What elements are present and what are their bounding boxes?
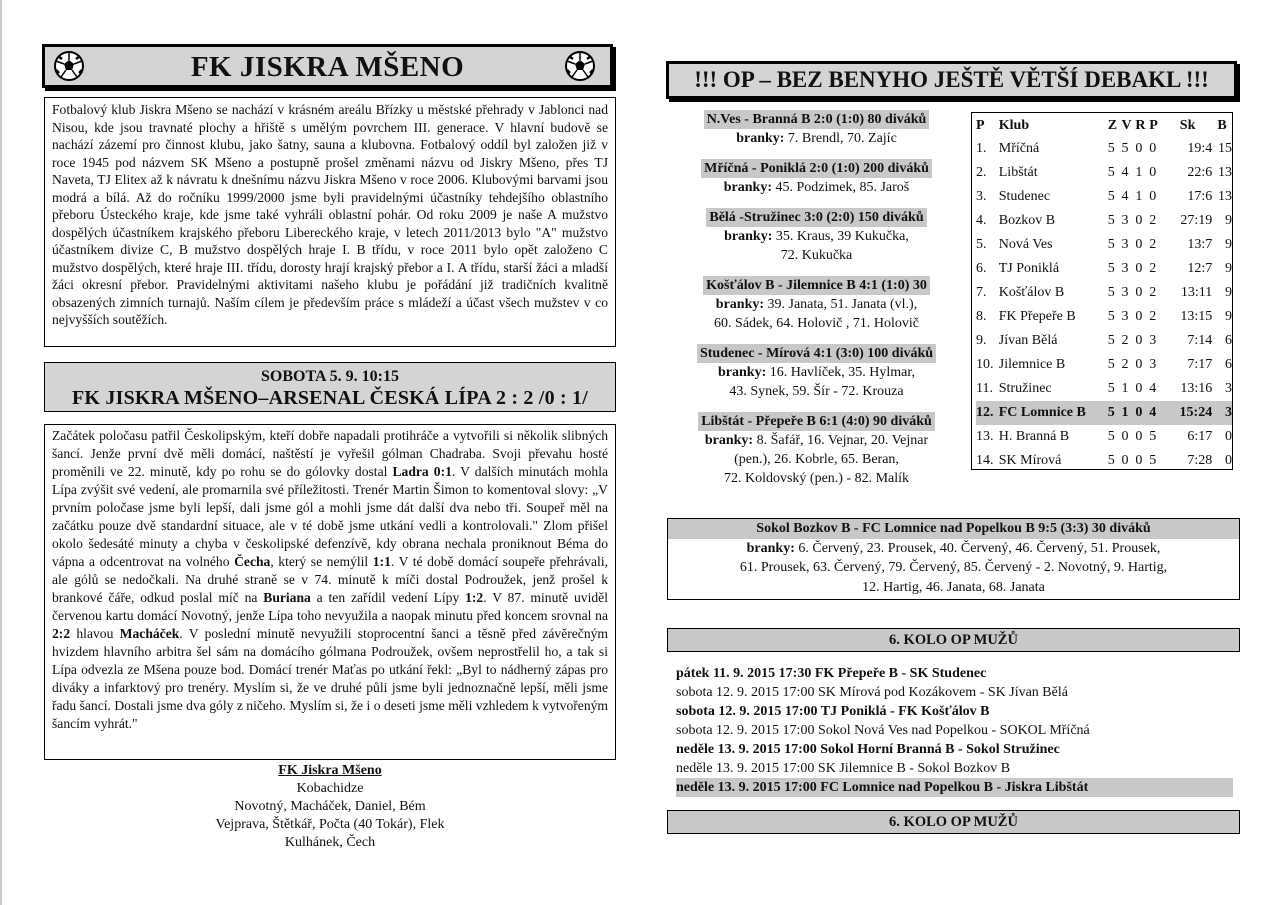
table-cell: 7:17: [1187, 357, 1213, 372]
table-header-cell: P: [976, 118, 985, 133]
kolo-footer: 6. KOLO OP MUŽŮ: [667, 810, 1240, 834]
table-cell: 9.: [976, 333, 987, 348]
result-header: Sokol Bozkov B - FC Lomnice nad Popelkou B 9:5 (3:3) 30 diváků: [668, 519, 1239, 539]
table-cell: 9: [1225, 213, 1232, 228]
lineup: [200, 762, 460, 852]
table-cell: Mříčná: [998, 141, 1040, 156]
table-cell: 4: [1121, 165, 1129, 180]
bozkov-result: [667, 518, 1240, 600]
table-cell: 0: [1121, 453, 1129, 468]
table-row: [976, 161, 1232, 185]
table-cell: 0: [1135, 357, 1143, 372]
table-row: [976, 401, 1232, 425]
scorers: 72. Kukučka: [780, 248, 853, 263]
report-text: . V 87. minutě uviděl červenou kartu domácí Novotný, jenže Lípa toho nevyužila a naopak minutu před koncem srovnal na: [52, 590, 608, 623]
table-cell: 5: [1108, 401, 1122, 425]
table-cell: 2: [1149, 285, 1157, 300]
scorers: 12. Hartig, 46. Janata, 68. Janata: [862, 579, 1045, 595]
table-row: [976, 353, 1232, 377]
result-header: Košťálov B - Jilemnice B 4:1 (1:0) 30: [703, 276, 930, 295]
scorers: 72. Koldovský (pen.) - 82. Malík: [723, 471, 910, 486]
table-cell: 13.: [976, 429, 994, 444]
table-header-row: [976, 115, 1232, 137]
scorers: 60. Sádek, 64. Holovič , 71. Holovič: [714, 316, 919, 331]
table-cell: 0: [1225, 453, 1232, 468]
table-cell: H. Branná B: [998, 429, 1070, 444]
table-row: [976, 137, 1232, 161]
table-cell: 7:28: [1187, 453, 1213, 468]
page-left-edge: [0, 0, 2, 905]
table-cell: Nová Ves: [998, 237, 1053, 252]
table-row: [976, 425, 1232, 449]
table-header-cell: R: [1135, 118, 1146, 133]
result-header: Mříčná - Poniklá 2:0 (1:0) 200 diváků: [701, 159, 932, 178]
table-cell: 6: [1225, 333, 1232, 348]
table-cell: 0: [1135, 429, 1143, 444]
table-row: [976, 185, 1232, 209]
match-header: [44, 362, 616, 412]
table-cell: 11.: [976, 381, 993, 396]
table-cell: 2: [1121, 357, 1129, 372]
schedule-list: [676, 664, 1236, 797]
table-cell: 3: [1121, 237, 1129, 252]
club-intro-text: Fotbalový klub Jiskra Mšeno se nachází v krásném areálu Břízky u městské přehrady v Jablonci nad Nisou, kde jsou travnaté plochy a hřiště s umělým povrchem III. generace. V hlavní budově se nachází zázemí pro činnost klubu, jako šatny, sauna a klubovna. Fotbalový oddíl byl založen již v roce 1945 pod názvem SK Mšeno a postupně prošel změnami názvu od Jiskry Mšeno, přes TJ Naveta, TJ Elitex až k návratu k dnešnímu názvu Jiskra Mšeno v roce 2006. Klubovými barvami jsou modrá a bílá. Až do ročníku 1999/2000 jsme byli pravidelnými účastníky tehdejšího oblastního přeboru Ústeckého kraje, kde jsme také vyhráli oblastní pohár. Od roku 2009 je naše A mužstvo dospělých účastníkem krajského přeboru Libereckého kraje, v letech 2011/2013 bylo "A" mužstvo účastníkem divize C, B mužstvo dospělých hraje I. B třídu, v roce 2011 bylo opět založeno C mužstvo dospělých, které hraje III. třídu, dorosty hrají krajský přebor a I. A třídu, starší žáci a mladší žáci okresní přebor. Pravidelnými aktivitami našeho klubu je pořádání již tradičních kvalitně obsazených zimních turnajů. Naším cílem je především práce s mládeží a účast všech mužstev v co nejvyšších soutěžích.: [44, 97, 616, 347]
match-report: [44, 424, 616, 760]
report-bold: 1:2: [465, 590, 484, 605]
table-cell: 2.: [976, 165, 987, 180]
report-bold: 2:2: [52, 626, 71, 641]
table-header-cell: Z: [1107, 118, 1118, 133]
table-cell: 5: [1107, 309, 1115, 324]
table-cell: 9: [1225, 237, 1232, 252]
table-cell: 6: [1225, 357, 1232, 372]
table-cell: 6.: [976, 261, 987, 276]
table-cell: Košťálov B: [998, 285, 1065, 300]
table-cell: 9: [1225, 285, 1232, 300]
report-text: a ten zařídil vedení Lípy: [310, 590, 466, 605]
table-header-cell: P: [1149, 118, 1158, 133]
table-cell: 13: [1218, 165, 1232, 180]
table-cell: 22:6: [1187, 165, 1213, 180]
result-block: [674, 110, 959, 148]
schedule-item: sobota 12. 9. 2015 17:00 Sokol Nová Ves nad Popelkou - SOKOL Mříčná: [676, 723, 1090, 738]
scorers-label: branky:: [704, 433, 754, 448]
report-bold: Macháček: [119, 626, 180, 641]
table-cell: 1: [1122, 401, 1136, 425]
table-cell: TJ Poniklá: [998, 261, 1060, 276]
schedule-item: neděle 13. 9. 2015 17:00 SK Jilemnice B - Sokol Bozkov B: [676, 761, 1011, 776]
table-cell: 12:7: [1187, 261, 1213, 276]
table-cell: 5: [1107, 333, 1115, 348]
table-row: [976, 281, 1232, 305]
result-header: Libštát - Přepeře B 6:1 (4:0) 90 diváků: [698, 412, 935, 431]
table-cell: 5: [1107, 429, 1115, 444]
result-block: [674, 412, 959, 488]
schedule-item: sobota 12. 9. 2015 17:00 SK Mírová pod Kozákovem - SK Jívan Bělá: [676, 685, 1068, 700]
table-row: [976, 209, 1232, 233]
lineup-row: Novotný, Macháček, Daniel, Bém: [234, 799, 426, 814]
table-cell: 7:14: [1187, 333, 1213, 348]
table-cell: 5: [1107, 189, 1115, 204]
table-cell: 2: [1149, 261, 1157, 276]
table-cell: 1: [1121, 381, 1129, 396]
table-cell: 0: [1135, 333, 1143, 348]
table-cell: 2: [1121, 333, 1129, 348]
scorers: 35. Kraus, 39 Kukučka,: [772, 229, 909, 244]
table-cell: Stružinec: [998, 381, 1052, 396]
match-result: FK JISKRA MŠENO–ARSENAL ČESKÁ LÍPA 2 : 2 /0 : 1/: [72, 387, 588, 409]
report-text: hlavou: [70, 626, 120, 641]
table-cell: 13:16: [1180, 381, 1213, 396]
table-cell: 2: [1149, 213, 1157, 228]
table-cell: 5: [1107, 165, 1115, 180]
report-text: . V té době domácí soupeře přehrávali, ale gólů se nedočkali. Na druhé straně se v 74. minutě k míči dostal Podroužek, jenž prošel k brankové čáře, odkud poslal míč na: [52, 554, 609, 605]
table-cell: 5: [1121, 141, 1129, 156]
scorers: (pen.), 26. Kobrle, 65. Beran,: [734, 452, 899, 467]
report-text: . V dalších minutách mohla Lípa zvýšit své vedení, ale promarnila své příležitosti. Trenér Martin Šimon to komentoval slovy: „V prvním poločase jsme byli lepší, dali jsme gól a mohli jsme dát další dva nebo tři. Soupeř měl na začátku pouze dvě standardní situace, ale v té době jsme utkání vedli a kontrolovali." Zlom přišel okolo šedesáté minuty a chyba v českolipské defenzívě, kdy obrana nechala proniknout Béma do vápna a odcentrovat na volného: [52, 464, 608, 569]
result-header: N.Ves - Branná B 2:0 (1:0) 80 diváků: [704, 110, 930, 129]
result-block: [674, 208, 959, 265]
scorers-label: branky:: [724, 229, 773, 244]
table-cell: 17:6: [1187, 189, 1213, 204]
table-cell: 0: [1149, 141, 1157, 156]
lineup-row: Kobachidze: [296, 781, 364, 796]
table-cell: 0: [1135, 261, 1143, 276]
table-cell: 5: [1107, 213, 1115, 228]
result-block: [674, 276, 959, 333]
table-cell: Libštát: [998, 165, 1038, 180]
table-cell: 0: [1135, 141, 1143, 156]
kolo-header: 6. KOLO OP MUŽŮ: [667, 628, 1240, 652]
table-cell: 0: [1135, 213, 1143, 228]
scorers: 45. Podzimek, 85. Jaroš: [771, 180, 910, 195]
table-cell: 0: [1135, 401, 1149, 425]
table-cell: Jívan Bělá: [998, 333, 1058, 348]
scorers: 43. Synek, 59. Šír - 72. Krouza: [729, 384, 904, 399]
table-cell: 5: [1107, 357, 1115, 372]
scorers: 8. Šafář, 16. Vejnar, 20. Vejnar: [753, 433, 929, 448]
table-cell: 13:11: [1180, 285, 1213, 300]
schedule-item: pátek 11. 9. 2015 17:30 FK Přepeře B - SK Studenec: [676, 666, 987, 681]
table-cell: 15:24: [1163, 401, 1212, 425]
table-cell: 3.: [976, 189, 987, 204]
league-table: [971, 112, 1233, 470]
table-cell: 0: [1121, 429, 1129, 444]
table-cell: 0: [1135, 453, 1143, 468]
table-cell: Bozkov B: [998, 213, 1056, 228]
schedule-item: neděle 13. 9. 2015 17:00 Sokol Horní Branná B - Sokol Stružinec: [676, 742, 1060, 757]
table-cell: 0: [1135, 309, 1143, 324]
table-cell: 13: [1218, 189, 1232, 204]
table-cell: 1.: [976, 141, 987, 156]
table-cell: 5: [1107, 141, 1115, 156]
table-row: [976, 329, 1232, 353]
table-cell: 3: [1121, 285, 1129, 300]
table-cell: 12.: [976, 401, 999, 425]
table-row: [976, 257, 1232, 281]
scorers: 6. Červený, 23. Prousek, 40. Červený, 46. Červený, 51. Prousek,: [794, 540, 1161, 556]
table-cell: 5.: [976, 237, 987, 252]
result-header: Studenec - Mírová 4:1 (3:0) 100 diváků: [697, 344, 936, 363]
table-cell: SK Mírová: [998, 453, 1062, 468]
table-header-cell: B: [1217, 118, 1227, 133]
op-title-banner: !!! OP – BEZ BENYHO JEŠTĚ VĚTŠÍ DEBAKL !!!: [666, 61, 1237, 99]
table-row: [976, 377, 1232, 401]
table-cell: 5: [1107, 237, 1115, 252]
table-cell: 5: [1107, 381, 1115, 396]
table-cell: 2: [1149, 237, 1157, 252]
club-title: FK JISKRA MŠENO: [190, 51, 465, 83]
scorers-label: branky:: [736, 131, 785, 146]
table-cell: FK Přepeře B: [998, 309, 1076, 324]
scorers-label: branky:: [746, 540, 795, 556]
table-cell: 2: [1149, 309, 1157, 324]
report-bold: Ladra 0:1: [392, 464, 452, 479]
table-cell: 13:15: [1180, 309, 1213, 324]
lineup-team: FK Jiskra Mšeno: [278, 763, 382, 778]
scorers-label: branky:: [723, 180, 772, 195]
football-icon: [564, 50, 596, 82]
table-cell: 3: [1225, 381, 1232, 396]
table-cell: 1: [1135, 189, 1143, 204]
report-text: , který se nemýlil: [270, 554, 373, 569]
table-cell: 4: [1149, 381, 1157, 396]
result-block: [674, 159, 959, 197]
table-cell: 1: [1135, 165, 1143, 180]
table-cell: 9: [1225, 261, 1232, 276]
report-bold: 1:1: [372, 554, 391, 569]
table-header-cell: Sk: [1179, 118, 1196, 133]
table-cell: 19:4: [1187, 141, 1213, 156]
club-title-banner: [42, 44, 613, 88]
table-cell: 3: [1212, 401, 1232, 425]
schedule-item: sobota 12. 9. 2015 17:00 TJ Poniklá - FK Košťálov B: [676, 704, 990, 719]
result-block: [674, 344, 959, 401]
table-cell: 0: [1149, 165, 1157, 180]
table-cell: 5: [1149, 429, 1157, 444]
table-row: [976, 305, 1232, 329]
table-cell: 9: [1225, 309, 1232, 324]
lineup-row: Kulhánek, Čech: [284, 835, 376, 850]
scorers: 39. Janata, 51. Janata (vl.),: [764, 297, 918, 312]
table-cell: 0: [1135, 285, 1143, 300]
table-cell: 5: [1149, 453, 1157, 468]
table-cell: 5: [1107, 285, 1115, 300]
scorers: 16. Havlíček, 35. Hylmar,: [766, 365, 915, 380]
table-cell: FC Lomnice B: [999, 401, 1108, 425]
table-cell: 14.: [976, 453, 994, 468]
table-cell: 7.: [976, 285, 987, 300]
table-cell: 4: [1121, 189, 1129, 204]
lineup-row: Vejprava, Štětkář, Počta (40 Tokár), Flek: [215, 817, 445, 832]
table-header-cell: Klub: [998, 118, 1030, 133]
table-cell: 3: [1121, 261, 1129, 276]
table-cell: 8.: [976, 309, 987, 324]
table-cell: 6:17: [1187, 429, 1213, 444]
scorers-label: branky:: [718, 365, 767, 380]
table-cell: 0: [1225, 429, 1232, 444]
table-row: [976, 233, 1232, 257]
scorers: 7. Brendl, 70. Zajíc: [784, 131, 897, 146]
table-cell: 10.: [976, 357, 994, 372]
scorers-label: branky:: [715, 297, 765, 312]
match-date: SOBOTA 5. 9. 10:15: [261, 368, 399, 385]
table-cell: 4: [1149, 401, 1163, 425]
table-cell: 27:19: [1180, 213, 1213, 228]
table-cell: 3: [1149, 357, 1157, 372]
table-cell: 0: [1135, 381, 1143, 396]
table-cell: 13:7: [1187, 237, 1213, 252]
table-cell: 3: [1121, 309, 1129, 324]
schedule-item-highlight: neděle 13. 9. 2015 17:00 FC Lomnice nad Popelkou B - Jiskra Libštát: [676, 778, 1233, 797]
table-cell: 3: [1149, 333, 1157, 348]
table-cell: 15: [1218, 141, 1232, 156]
result-header: Bělá -Stružinec 3:0 (2:0) 150 diváků: [706, 208, 926, 227]
report-text: . V poslední minutě nevyužili stoprocentní šanci a těsně před závěrečným hvizdem hlavního arbitra šel sám na domácího gólmana Podroužek, ovšem neprostřelil ho, a tak si Lípa odvezla ze Mšena pouze bod. Domácí trenér Maťas po utkání řekl: „Byl to nádherný zápas pro diváky a infarktový pro trenéry. Myslím si, že ve druhé půli jsme byli jednoznačně lepší, měli jsme řadu šancí. Dostali jsme dva góly z ničeho. Myslím si, že i o deseti jsme měli vzhledem k vytvořeným šancím vyhrát.": [52, 626, 608, 731]
table-cell: 5: [1107, 453, 1115, 468]
table-cell: 4.: [976, 213, 987, 228]
table-row: [976, 449, 1232, 473]
table-cell: 0: [1135, 237, 1143, 252]
table-cell: 5: [1107, 261, 1115, 276]
table-header-cell: V: [1121, 118, 1132, 133]
table-cell: Jilemnice B: [998, 357, 1066, 372]
table-cell: Studenec: [998, 189, 1051, 204]
scorers: 61. Prousek, 63. Červený, 79. Červený, 85. Červený - 2. Novotný, 9. Hartig,: [739, 560, 1168, 575]
report-text: Začátek poločasu patřil Českolipským, kteří dobře napadali protihráče a vytvořili si několik slibných šancí. Jenže první dvě měli domácí, naštěstí je vyřešil gólman Chadraba. Svoji převahu hosté proměnili ve 22. minutě, kdy po rohu se do gólovky dostal: [52, 428, 608, 479]
report-bold: Čecha: [234, 554, 271, 569]
table-cell: 0: [1149, 189, 1157, 204]
table-cell: 3: [1121, 213, 1129, 228]
report-bold: Buriana: [263, 590, 311, 605]
